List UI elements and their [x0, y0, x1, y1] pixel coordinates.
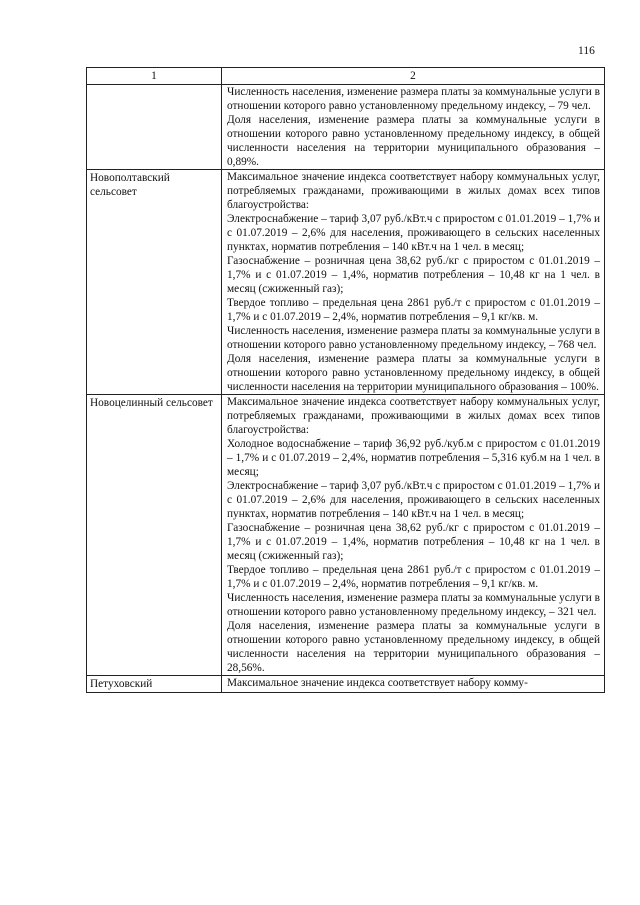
- paragraph: Твердое топливо – предельная цена 2861 руб./т с приростом с 01.01.2019 – 1,7% и с 01.07.2019 – 2,4%, норматив потребления – 9,1 кг/кв. м.: [227, 564, 600, 590]
- paragraph: Максимальное значение индекса соответствует набору коммунальных услуг, потребляемых гражданами, проживающими в жилых домах всех типов благоустройства:: [227, 171, 600, 211]
- municipality-name: Новополтавский сельсовет: [87, 170, 222, 395]
- column-header-1: 1: [87, 68, 222, 85]
- paragraph: Газоснабжение – розничная цена 38,62 руб./кг с приростом с 01.01.2019 – 1,7% и с 01.07.2019 – 1,4%, норматив потребления – 10,48 кг на 1 чел. в месяц (сжиженный газ);: [227, 255, 600, 295]
- table-row: [87, 676, 605, 693]
- table-row: [87, 85, 605, 170]
- municipality-name: [87, 85, 222, 170]
- column-header-2: 2: [222, 68, 605, 85]
- municipality-name: Петуховский: [87, 676, 222, 693]
- indices-table: [86, 67, 605, 693]
- paragraph: Численность населения, изменение размера платы за коммунальные услуги в отношении которого равно установленному предельному индексу, – 768 чел.: [227, 325, 600, 351]
- row-description: [222, 676, 605, 693]
- table-header-row: [87, 68, 605, 85]
- paragraph: Электроснабжение – тариф 3,07 руб./кВт.ч с приростом с 01.01.2019 – 1,7% и с 01.07.2019 – 2,6% для населения, проживающего в сельских населенных пунктах, норматив потребления – 140 кВт.ч на 1 чел. в месяц;: [227, 213, 600, 253]
- table-row: [87, 395, 605, 676]
- paragraph: Доля населения, изменение размера платы за коммунальные услуги в отношении которого равно установленному предельному индексу, в общей численности населения на территории муниципального образования – 0,89%.: [227, 114, 600, 168]
- paragraph: Численность населения, изменение размера платы за коммунальные услуги в отношении которого равно установленному предельному индексу, – 79 чел.: [227, 86, 600, 112]
- row-description: [222, 170, 605, 395]
- paragraph: Холодное водоснабжение – тариф 36,92 руб./куб.м с приростом с 01.01.2019 – 1,7% и с 01.07.2019 – 2,4%, норматив потребления – 5,316 куб.м на 1 чел. в месяц;: [227, 438, 600, 478]
- paragraph: Максимальное значение индекса соответствует набору коммунальных услуг, потребляемых гражданами, проживающими в жилых домах всех типов благоустройства:: [227, 396, 600, 436]
- paragraph: Доля населения, изменение размера платы за коммунальные услуги в отношении которого равно установленному предельному индексу, в общей численности населения на территории муниципального образования – 28,56%.: [227, 620, 600, 674]
- page-number: 116: [578, 45, 595, 57]
- paragraph: Газоснабжение – розничная цена 38,62 руб./кг с приростом с 01.01.2019 – 1,7% и с 01.07.2019 – 1,4%, норматив потребления – 10,48 кг на 1 чел. в месяц (сжиженный газ);: [227, 522, 600, 562]
- row-description: [222, 85, 605, 170]
- municipality-name: Новоцелинный сельсовет: [87, 395, 222, 676]
- table-row: [87, 170, 605, 395]
- paragraph: Твердое топливо – предельная цена 2861 руб./т с приростом с 01.01.2019 – 1,7% и с 01.07.2019 – 2,4%, норматив потребления – 9,1 кг/кв. м.: [227, 297, 600, 323]
- paragraph: Численность населения, изменение размера платы за коммунальные услуги в отношении которого равно установленному предельному индексу, – 321 чел.: [227, 592, 600, 618]
- paragraph: Доля населения, изменение размера платы за коммунальные услуги в отношении которого равно установленному предельному индексу, в общей численности населения на территории муниципального образования – 100%.: [227, 353, 600, 393]
- paragraph: Электроснабжение – тариф 3,07 руб./кВт.ч с приростом с 01.01.2019 – 1,7% и с 01.07.2019 – 2,6% для населения, проживающего в сельских населенных пунктах, норматив потребления – 140 кВт.ч на 1 чел. в месяц;: [227, 480, 600, 520]
- row-description: [222, 395, 605, 676]
- paragraph: Максимальное значение индекса соответствует набору комму-: [227, 677, 528, 689]
